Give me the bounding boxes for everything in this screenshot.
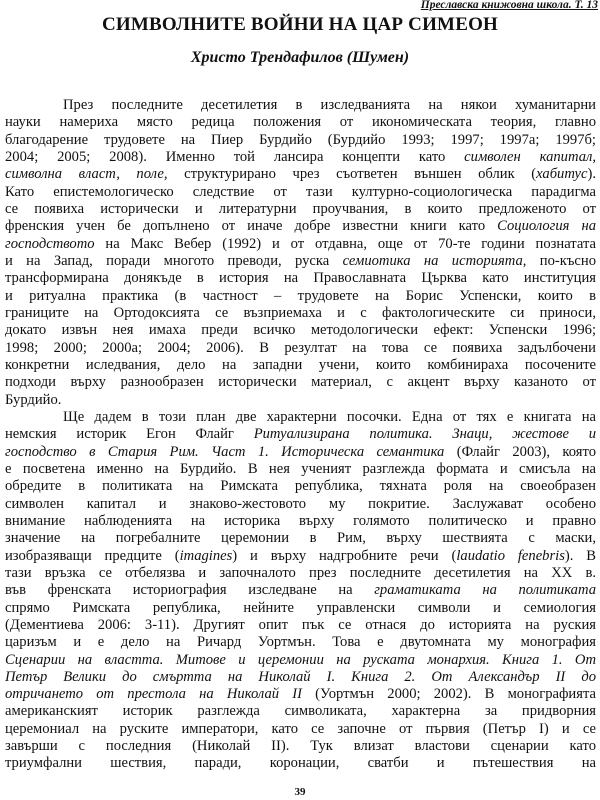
italic-text: Социология на xyxy=(497,218,596,235)
italic-text: господство в Стария Рим. Част 1. Историческа семантика xyxy=(5,443,445,460)
text-segment: завърши с последния (Николай II). Тук влизат властови сценарии като xyxy=(5,738,596,755)
text-line xyxy=(5,461,596,478)
text-segment: подходи върху разнообразен исторически материал, с акцент върху казаното от xyxy=(5,374,596,391)
italic-text: imagines xyxy=(179,547,233,564)
text-segment: ) и върху надгробните речи ( xyxy=(232,547,457,564)
italic-text: символен капитал, xyxy=(464,148,596,165)
text-segment: немския историк Егон Флайг xyxy=(5,426,254,443)
text-line xyxy=(5,392,596,409)
text-segment: докато извън нея имаха преди всичко методологически ефект: Успенски 1996; xyxy=(5,322,596,339)
text-segment: Бурдийо. xyxy=(5,391,62,408)
article-author: Христо Трендафилов (Шумен) xyxy=(190,49,410,66)
text-segment: Като епистемологическо следствие от тази културно-социологическа парадигма xyxy=(5,183,596,200)
text-line xyxy=(5,288,596,305)
text-line xyxy=(5,149,596,166)
text-segment: 1998; 2000; 2000а; 2004; 2006). В резултат на това се появиха задълбочени xyxy=(5,339,596,356)
text-segment: тази връзка се отбелязва и започналото през последните десетилетия на ХХ в. xyxy=(5,564,596,581)
text-segment: символен капитал и знаково-жестовото му покритие. Заслужават особено xyxy=(5,495,596,512)
text-segment: Ще дадем в този план две характерни посочки. Една от тях е книгата на xyxy=(63,408,596,425)
text-line xyxy=(5,426,596,443)
text-line xyxy=(5,669,596,686)
text-segment: във френската историография изследване на xyxy=(5,582,375,599)
text-segment: (Дементиева 2006: 3-11). Другият опит пък се отнася до историята на руския xyxy=(5,616,596,633)
text-line xyxy=(5,357,596,374)
text-line xyxy=(5,565,596,582)
text-segment: и ритуална практика (в частност – трудовете на Борис Успенски, които в xyxy=(5,287,596,304)
text-line xyxy=(5,340,596,357)
text-line xyxy=(5,114,596,131)
text-segment: ). В xyxy=(564,547,596,564)
text-line xyxy=(5,132,596,149)
italic-text: господството xyxy=(5,235,95,252)
text-line xyxy=(5,322,596,339)
text-segment: триумфални шествия, паради, коронации, сватби и пътешествия на xyxy=(5,755,596,772)
text-segment: , по-късно xyxy=(522,252,596,269)
text-line xyxy=(5,305,596,322)
italic-text: символна власт, поле, xyxy=(5,166,168,183)
text-line xyxy=(5,218,596,235)
text-line xyxy=(5,703,596,720)
text-line xyxy=(5,184,596,201)
text-line xyxy=(5,530,596,547)
text-segment: науки намериха място редица положения от икономическата теория, главно xyxy=(5,114,596,131)
text-segment: на Макс Вебер (1992) и от отдавна, още от 70-те години познатата xyxy=(94,235,596,252)
text-line xyxy=(5,582,596,599)
text-segment: се появиха исторически и литературни проучвания, в които предложеното от xyxy=(5,200,596,217)
italic-text: отричането от престола на Николай II xyxy=(5,686,302,703)
article-body xyxy=(5,97,596,773)
running-head: Преславска книжовна школа. Т. 13 xyxy=(420,0,598,11)
text-line xyxy=(5,478,596,495)
italic-text: Сценарии на властта. Митове и церемонии на руската монархия. Книга 1. От xyxy=(5,651,596,668)
italic-text: семиотика на историята xyxy=(342,252,523,269)
text-line xyxy=(5,513,596,530)
text-line xyxy=(5,166,596,183)
text-line xyxy=(5,374,596,391)
text-segment: и на Запад, поради многото преводи, руска xyxy=(5,252,343,269)
text-segment: внимание наблюденията на историка върху голямото политическо и правно xyxy=(5,512,596,529)
text-segment: структурирано чрез съответен външен облик ( xyxy=(167,166,537,183)
text-line xyxy=(5,721,596,738)
italic-text: хабитус xyxy=(536,166,588,183)
text-line xyxy=(5,201,596,218)
text-line xyxy=(5,496,596,513)
italic-text: Петър Велики до смъртта на Николай I. Книга 2. От Александър II до xyxy=(5,668,596,685)
text-line xyxy=(5,236,596,253)
text-line xyxy=(5,617,596,634)
page-number: 39 xyxy=(294,786,306,798)
text-line xyxy=(5,548,596,565)
text-segment: благодарение трудовете на Пиер Бурдийо (Бурдийо 1993; 1997; 1997а; 1997б; xyxy=(5,131,596,148)
text-line xyxy=(5,270,596,287)
text-segment: изобразяващи предците ( xyxy=(5,547,180,564)
text-segment: американският историк разглежда символиката, характерна за придворния xyxy=(5,703,596,720)
text-segment: ). xyxy=(587,166,596,183)
text-line xyxy=(5,600,596,617)
italic-text: Ритуализирана политика. Знаци, жестове и xyxy=(253,426,596,443)
text-segment: спрямо Римската република, нейните управленски символи и семиология xyxy=(5,599,596,616)
text-line xyxy=(5,634,596,651)
italic-text: laudatio fenebris xyxy=(456,547,565,564)
text-line xyxy=(5,444,596,461)
text-segment: обредите в политиката на Римската република, тяхната роля на своеобразен xyxy=(5,478,596,495)
article-title: СИМВОЛНИТЕ ВОЙНИ НА ЦАР СИМЕОН xyxy=(101,14,499,35)
text-segment: През последните десетилетия в изследванията на някои хуманитарни xyxy=(63,97,596,113)
text-line xyxy=(5,755,596,772)
text-line xyxy=(5,738,596,755)
text-segment: значение на погребалните церемонии в Рим, върху шествията с маски, xyxy=(5,530,596,547)
text-line xyxy=(5,253,596,270)
text-segment: 2004; 2005; 2008). Именно той лансира концепти като xyxy=(5,148,465,165)
text-segment: френския учен бе допълнено от иначе добре известни книги като xyxy=(5,218,498,235)
text-segment: царизъм и е дело на Ричард Уортмън. Това е двутомната му монография xyxy=(5,634,596,651)
text-segment: конкретни иследвания, дело на западни учени, които комбинираха посочените xyxy=(5,356,596,373)
text-segment: церемониал на руските императори, като се започне от първия (Петър I) и се xyxy=(5,720,596,737)
text-segment: е посветена именно на Бурдийо. В нея ученият разглежда формата и смисъла на xyxy=(5,460,596,477)
text-segment: (Уортмън 2000; 2002). В монографията xyxy=(301,686,596,703)
text-line xyxy=(5,409,596,426)
text-segment: границите на Ортодоксията се възприемаха и с фактологическите си приноси, xyxy=(5,304,596,321)
text-segment: трансформирана донякъде в история на Православната Църква като институция xyxy=(5,270,596,287)
text-line xyxy=(5,652,596,669)
text-segment: (Флайг 2003), която xyxy=(444,443,596,460)
text-line xyxy=(5,97,596,114)
text-line xyxy=(5,686,596,703)
italic-text: граматиката на политиката xyxy=(374,582,596,599)
